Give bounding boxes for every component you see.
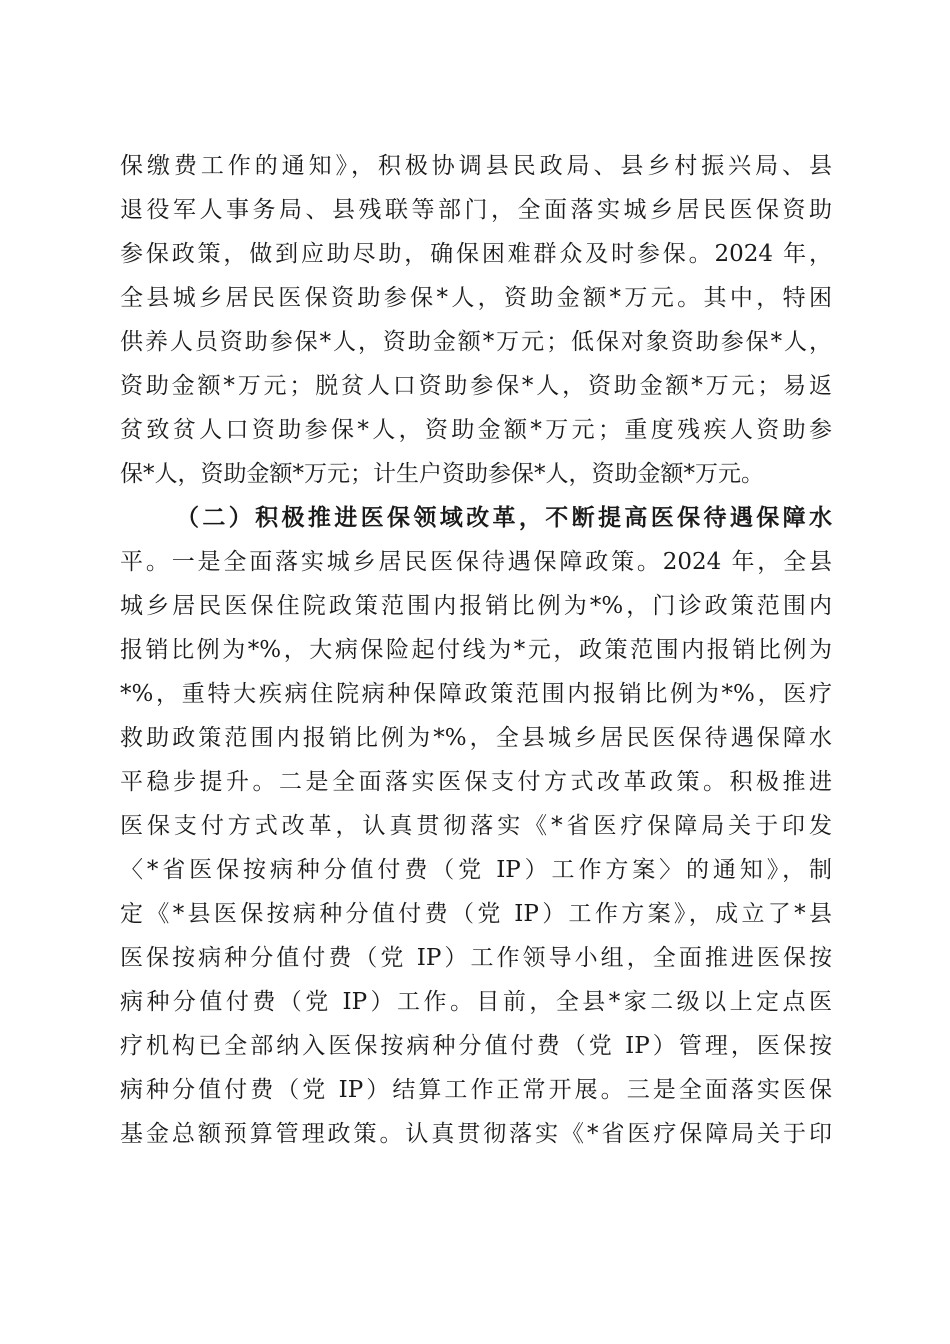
text-line: 贫致贫人口资助参保*人，资助金额*万元；重度残疾人资助参 bbox=[120, 417, 832, 443]
text-line: 基金总额预算管理政策。认真贯彻落实《*省医疗保障局关于印 bbox=[120, 1121, 832, 1147]
text-line: 病种分值付费（党 IP）结算工作正常开展。三是全面落实医保 bbox=[120, 1077, 832, 1103]
text-line: 全县城乡居民医保资助参保*人，资助金额*万元。其中，特困 bbox=[120, 285, 832, 311]
text-line: 平。一是全面落实城乡居民医保待遇保障政策。2024 年，全县 bbox=[120, 549, 832, 575]
text-line: 保*人，资助金额*万元；计生户资助参保*人，资助金额*万元。 bbox=[120, 461, 764, 487]
text-line: 保缴费工作的通知》，积极协调县民政局、县乡村振兴局、县 bbox=[120, 153, 832, 179]
text-line: 〈*省医保按病种分值付费（党 IP）工作方案〉的通知》，制 bbox=[120, 857, 832, 883]
text-line: 参保政策，做到应助尽助，确保困难群众及时参保。2024 年， bbox=[120, 241, 832, 267]
text-line: 资助金额*万元；脱贫人口资助参保*人，资助金额*万元；易返 bbox=[120, 373, 832, 399]
text-line: 报销比例为*%，大病保险起付线为*元，政策范围内报销比例为 bbox=[120, 637, 832, 663]
text-line: 医保支付方式改革，认真贯彻落实《*省医疗保障局关于印发 bbox=[120, 813, 832, 839]
text-line: 退役军人事务局、县残联等部门，全面落实城乡居民医保资助 bbox=[120, 197, 832, 223]
text-line: 疗机构已全部纳入医保按病种分值付费（党 IP）管理，医保按 bbox=[120, 1033, 832, 1059]
body-text bbox=[120, 144, 832, 1156]
text-line: 医保按病种分值付费（党 IP）工作领导小组，全面推进医保按 bbox=[120, 945, 832, 971]
text-line: *%，重特大疾病住院病种保障政策范围内报销比例为*%，医疗 bbox=[120, 681, 832, 707]
text-line: 平稳步提升。二是全面落实医保支付方式改革政策。积极推进 bbox=[120, 769, 832, 795]
text-line: 城乡居民医保住院政策范围内报销比例为*%，门诊政策范围内 bbox=[120, 593, 832, 619]
text-line: 定《*县医保按病种分值付费（党 IP）工作方案》，成立了*县 bbox=[120, 901, 832, 927]
text-line: 病种分值付费（党 IP）工作。目前，全县*家二级以上定点医 bbox=[120, 989, 832, 1015]
text-line: 救助政策范围内报销比例为*%，全县城乡居民医保待遇保障水 bbox=[120, 725, 832, 751]
section-heading: （二）积极推进医保领域改革，不断提高医保待遇保障水 bbox=[176, 504, 832, 531]
text-line: 供养人员资助参保*人，资助金额*万元；低保对象资助参保*人， bbox=[120, 329, 832, 355]
